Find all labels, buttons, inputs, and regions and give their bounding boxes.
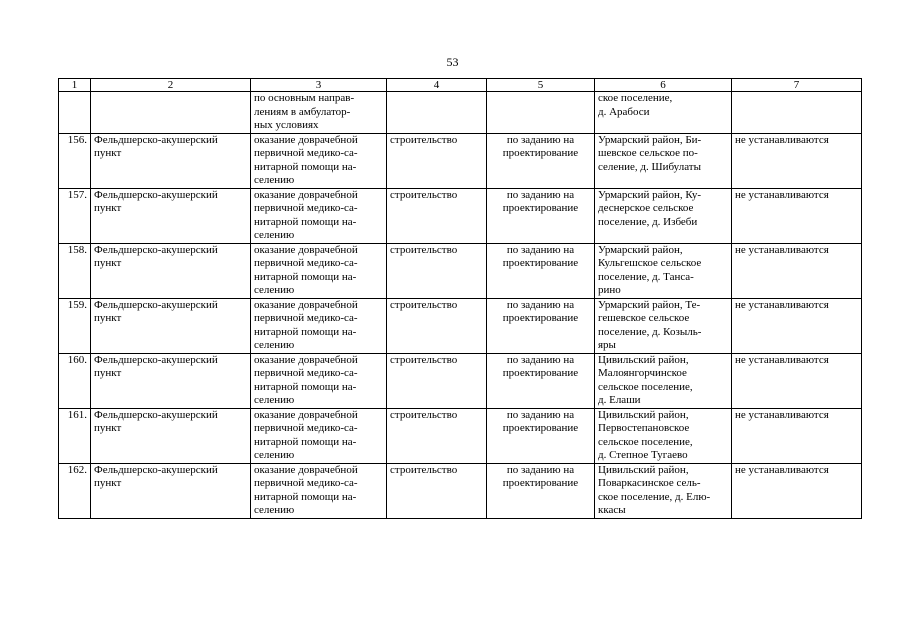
- cell-location: Урмарский район, Кульгешское сельское поселение, д. Тансa- рино: [595, 243, 732, 298]
- cell-location: Урмарский район, Те- гешевское сельское поселение, д. Козыль- яры: [595, 298, 732, 353]
- cell-purpose: оказание доврачебной первичной медико-са- нитарной помощи на- селению: [251, 353, 387, 408]
- cell-zones: не устанавливаются: [732, 188, 862, 243]
- cell-name: Фельдшерско-акушерский пункт: [91, 463, 251, 518]
- cell-zones: не устанавливаются: [732, 133, 862, 188]
- cell-capacity: по заданию на проектирование: [487, 408, 595, 463]
- cell-purpose: оказание доврачебной первичной медико-са- нитарной помощи на- селению: [251, 243, 387, 298]
- cell-capacity: по заданию на проектирование: [487, 133, 595, 188]
- cell-activity: строительство: [387, 133, 487, 188]
- cell-location: ское поселение, д. Арабоси: [595, 92, 732, 134]
- column-header: 2: [91, 79, 251, 92]
- cell-number: [59, 92, 91, 134]
- cell-zones: [732, 92, 862, 134]
- cell-purpose: оказание доврачебной первичной медико-са- нитарной помощи на- селению: [251, 463, 387, 518]
- table-row: [59, 353, 862, 408]
- cell-zones: не устанавливаются: [732, 408, 862, 463]
- cell-number: 160.: [59, 353, 91, 408]
- cell-number: 156.: [59, 133, 91, 188]
- cell-capacity: по заданию на проектирование: [487, 463, 595, 518]
- cell-name: Фельдшерско-акушерский пункт: [91, 298, 251, 353]
- cell-capacity: по заданию на проектирование: [487, 243, 595, 298]
- cell-number: 162.: [59, 463, 91, 518]
- cell-purpose: оказание доврачебной первичной медико-са- нитарной помощи на- селению: [251, 133, 387, 188]
- cell-name: Фельдшерско-акушерский пункт: [91, 408, 251, 463]
- cell-name: Фельдшерско-акушерский пункт: [91, 353, 251, 408]
- cell-number: 158.: [59, 243, 91, 298]
- cell-name: Фельдшерско-акушерский пункт: [91, 133, 251, 188]
- table-row: [59, 408, 862, 463]
- table-row: [59, 188, 862, 243]
- cell-activity: [387, 92, 487, 134]
- planning-table: [58, 78, 862, 519]
- cell-zones: не устанавливаются: [732, 298, 862, 353]
- table-row-continuation: [59, 92, 862, 134]
- cell-purpose: оказание доврачебной первичной медико-са- нитарной помощи на- селению: [251, 408, 387, 463]
- table-row: [59, 243, 862, 298]
- cell-zones: не устанавливаются: [732, 463, 862, 518]
- header-row: [59, 79, 862, 92]
- cell-capacity: по заданию на проектирование: [487, 298, 595, 353]
- cell-location: Урмарский район, Би- шевское сельское по- селение, д. Шибулаты: [595, 133, 732, 188]
- cell-capacity: по заданию на проектирование: [487, 188, 595, 243]
- cell-activity: строительство: [387, 298, 487, 353]
- column-header: 5: [487, 79, 595, 92]
- cell-location: Цивильский район, Поваркасинское сель- ское поселение, д. Елю- ккасы: [595, 463, 732, 518]
- cell-capacity: [487, 92, 595, 134]
- page-number: 53: [446, 55, 459, 69]
- cell-location: Цивильский район, Малоянгорчинское сельское поселение, д. Елаши: [595, 353, 732, 408]
- cell-purpose: по основным направ- лениям в амбулатор- ных условиях: [251, 92, 387, 134]
- cell-activity: строительство: [387, 353, 487, 408]
- cell-purpose: оказание доврачебной первичной медико-са- нитарной помощи на- селению: [251, 188, 387, 243]
- cell-name: Фельдшерско-акушерский пункт: [91, 188, 251, 243]
- table-row: [59, 133, 862, 188]
- cell-number: 157.: [59, 188, 91, 243]
- column-header: 1: [59, 79, 91, 92]
- cell-purpose: оказание доврачебной первичной медико-са- нитарной помощи на- селению: [251, 298, 387, 353]
- cell-zones: не устанавливаются: [732, 353, 862, 408]
- column-header: 7: [732, 79, 862, 92]
- cell-location: Урмарский район, Ку- деснерское сельское поселение, д. Избеби: [595, 188, 732, 243]
- column-header: 6: [595, 79, 732, 92]
- column-header: 3: [251, 79, 387, 92]
- cell-name: Фельдшерско-акушерский пункт: [91, 243, 251, 298]
- cell-activity: строительство: [387, 463, 487, 518]
- cell-capacity: по заданию на проектирование: [487, 353, 595, 408]
- cell-zones: не устанавливаются: [732, 243, 862, 298]
- cell-number: 159.: [59, 298, 91, 353]
- cell-name: [91, 92, 251, 134]
- table-row: [59, 298, 862, 353]
- table-row: [59, 463, 862, 518]
- cell-location: Цивильский район, Первостепановское сельское поселение, д. Степное Тугаево: [595, 408, 732, 463]
- cell-number: 161.: [59, 408, 91, 463]
- column-header: 4: [387, 79, 487, 92]
- cell-activity: строительство: [387, 188, 487, 243]
- cell-activity: строительство: [387, 243, 487, 298]
- cell-activity: строительство: [387, 408, 487, 463]
